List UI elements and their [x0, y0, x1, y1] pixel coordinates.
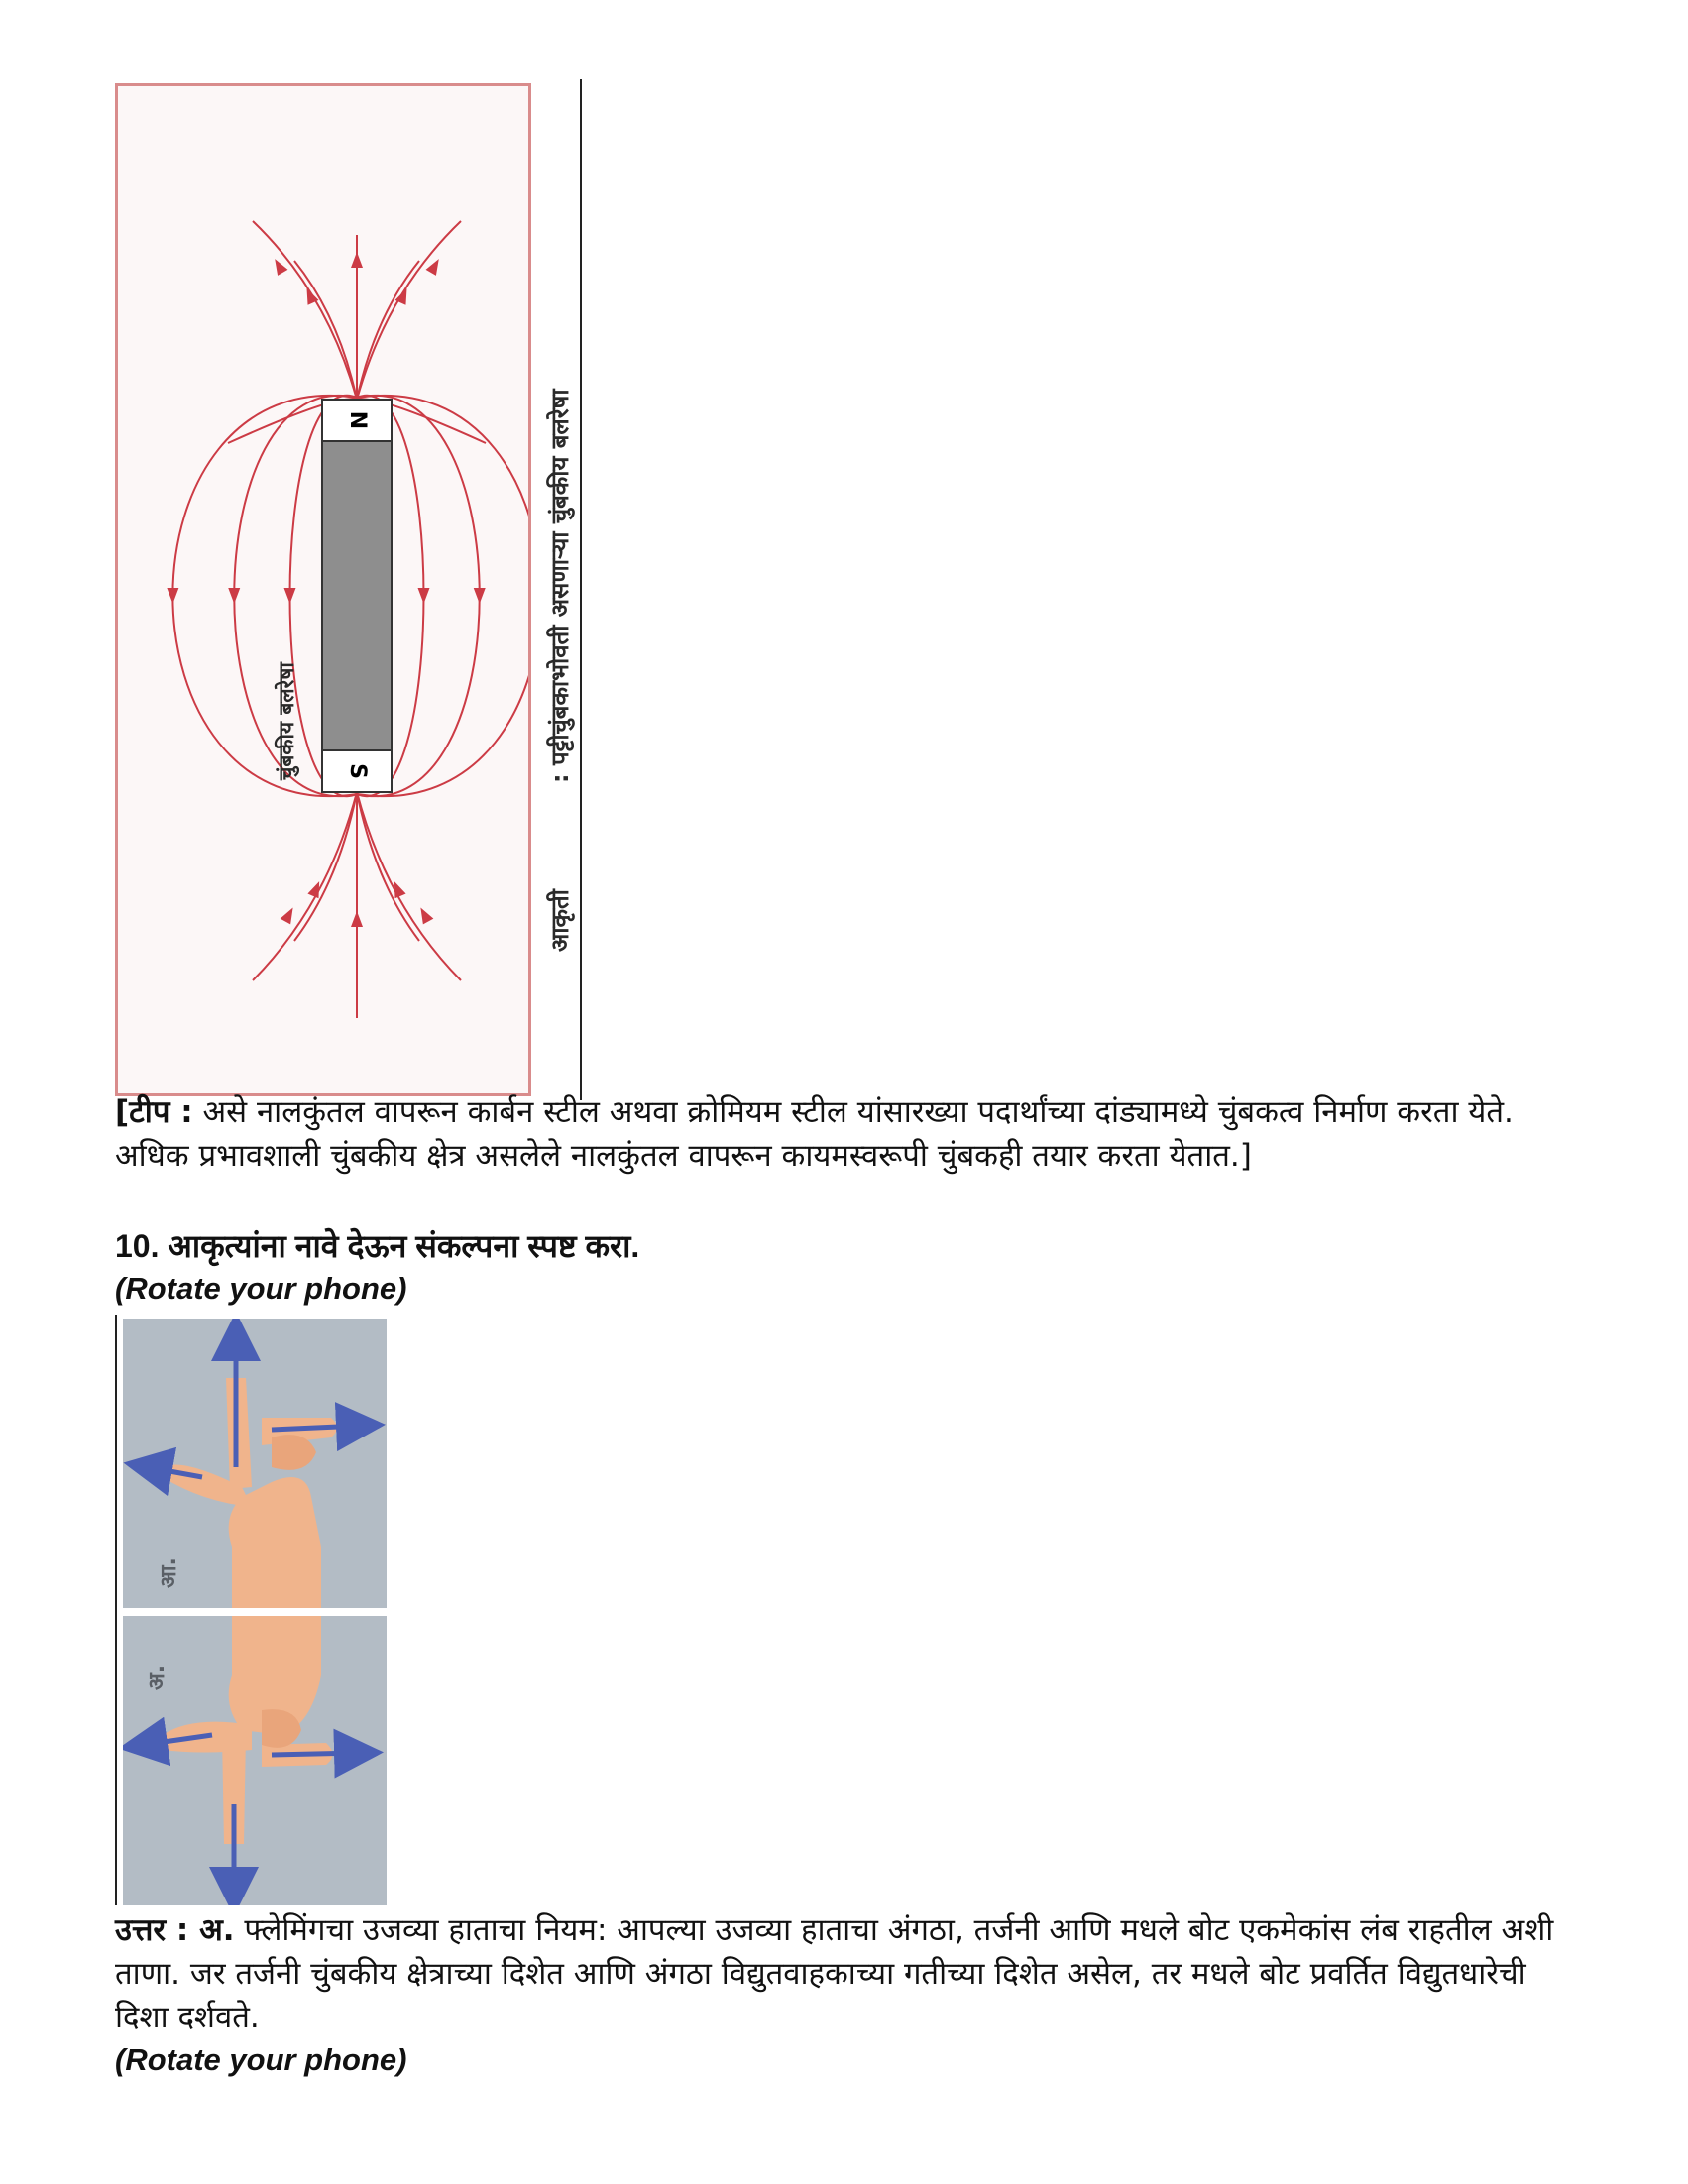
figure-divider: [115, 1315, 117, 1905]
south-pole-label: S: [345, 763, 370, 779]
bar-magnet: [322, 400, 392, 750]
caption-divider: [580, 79, 582, 1100]
answer-label: उत्तर : अ.: [115, 1912, 235, 1948]
field-line-bottom-2: [294, 792, 357, 941]
field-line-bottom-1: [253, 792, 357, 980]
field-line-bottom-4: [357, 792, 461, 980]
index-finger: [226, 1378, 252, 1489]
field-arrow-bottom-1: [281, 905, 298, 925]
field-lines-label: चुंबकीय बलरेषा: [275, 662, 298, 780]
field-line-bottom-3: [357, 792, 419, 941]
figure-caption-text: : पट्टीचुंबकाभोवती असणाऱ्या चुंबकीय बलरेषा: [546, 389, 574, 783]
figure-caption-prefix: आकृती: [546, 889, 574, 952]
hand-diagram-bottom: [123, 1616, 387, 1905]
note-label: [टीप :: [115, 1094, 193, 1130]
field-arrow-left-2: [228, 588, 240, 604]
bar-magnet-figure: [115, 83, 531, 1096]
note-paragraph: [115, 1091, 1572, 1178]
rotate-phone-note: (Rotate your phone): [115, 2042, 407, 2077]
field-arrow-bottom-4: [415, 905, 433, 925]
field-arrow-top-4: [426, 256, 444, 276]
field-arrow-bottom-center: [351, 911, 363, 927]
panel-letter-top: आ.: [157, 1557, 181, 1588]
field-arrow-right-2: [474, 588, 486, 604]
field-arrow-left-3: [167, 588, 178, 604]
question-10-heading: 10. आकृत्यांना नावे देऊन संकल्पना स्पष्ट करा.: [115, 1228, 640, 1264]
rotate-phone-note: (Rotate your phone): [115, 1271, 407, 1306]
answer-text: फ्लेमिंगचा उजव्या हाताचा नियम: आपल्या उजव्या हाताचा अंगठा, तर्जनी आणि मधले बोट एकमेकांस लंब राहतील अशी ताणा. जर तर्जनी चुंबकीय क्षेत्राच्या दिशेत आणि अंगठा विद्युतवाहकाच्या गतीच्या दिशेत असेल, तर मधले बोट प्रवर्तित विद्युतधारेची दिशा दर्शवते.: [115, 1912, 1554, 2035]
field-arrow-right-1: [418, 588, 430, 604]
field-arrow-top-1: [270, 256, 287, 276]
panel-letter-bottom: अ.: [145, 1665, 169, 1690]
left-hand-rule-illustration: [123, 1616, 387, 1905]
field-line-top-4: [357, 221, 461, 400]
field-arrow-left-1: [284, 588, 296, 604]
note-text: असे नालकुंतल वापरून कार्बन स्टील अथवा क्रोमियम स्टील यांसारख्या पदार्थांच्या दांड्यामध्ये चुंबकत्व निर्माण करता येते. अधिक प्रभावशाली चुंबकीय क्षेत्र असलेले नालकुंतल वापरून कायमस्वरूपी चुंबकही तयार करता येतात.]: [115, 1094, 1514, 1174]
hand-diagram-top: [123, 1319, 387, 1608]
north-pole-label: N: [345, 410, 370, 430]
field-arrow-top-center: [351, 252, 363, 268]
field-line-top-1: [253, 221, 357, 400]
folded-fingers: [272, 1435, 316, 1470]
answer-paragraph: [115, 1908, 1572, 2039]
right-arrow: [272, 1753, 359, 1755]
magnetic-field-diagram: [118, 86, 528, 1093]
